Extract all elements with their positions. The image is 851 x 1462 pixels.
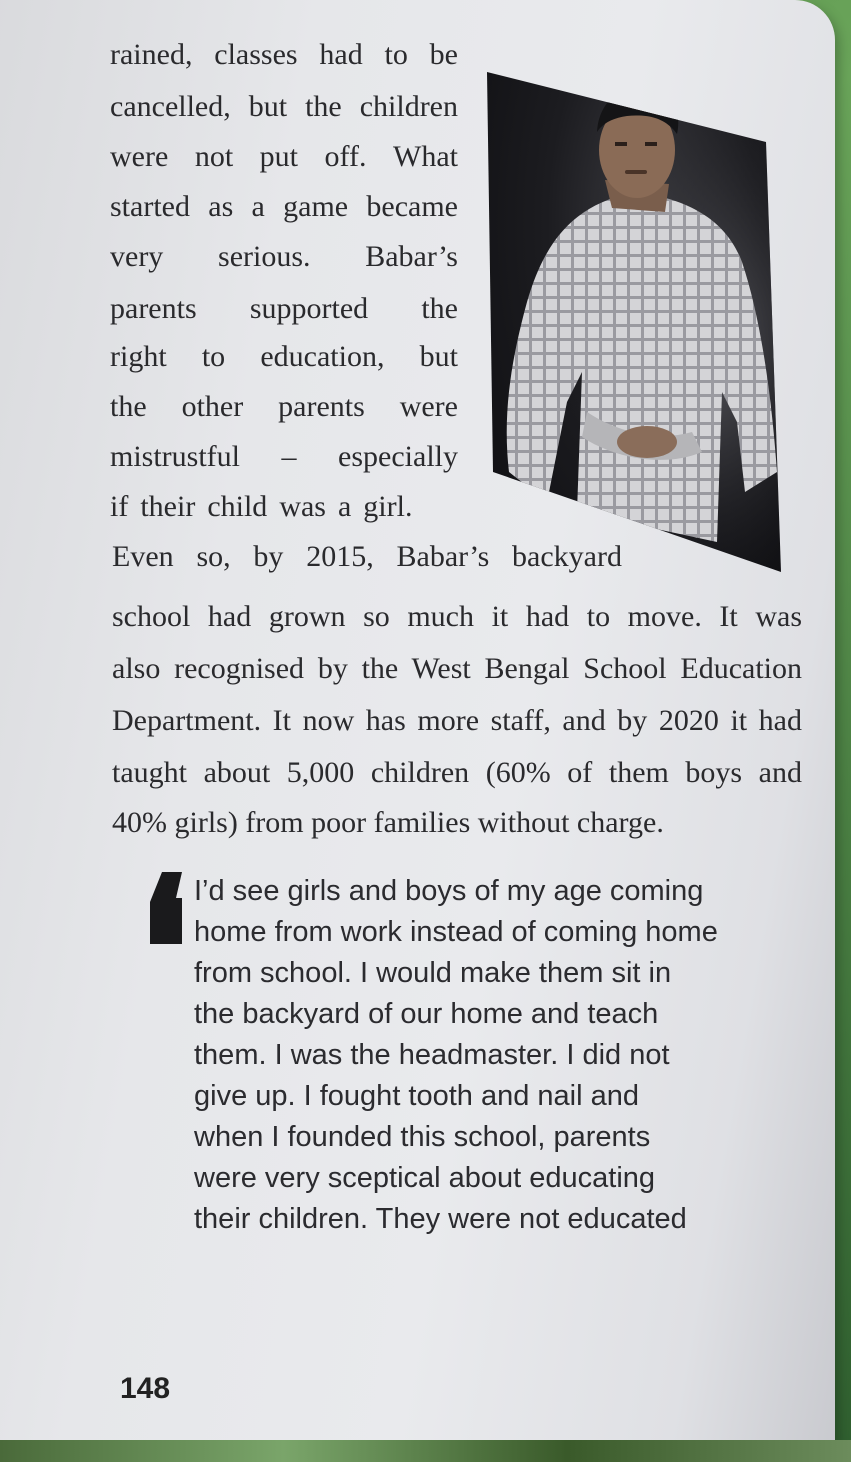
word: parents (110, 292, 197, 325)
quote-line-7: when I founded this school, parents (194, 1121, 651, 1153)
quote-line-8: were very sceptical about educating (194, 1162, 656, 1194)
word: their (140, 490, 196, 523)
word: the (305, 90, 342, 123)
quote-line-4: the backyard of our home and teach (194, 998, 659, 1030)
word: were (399, 390, 458, 423)
text-line-7 (110, 340, 458, 374)
quote-line-6: give up. I fought tooth and nail and (194, 1080, 640, 1112)
word: child (207, 490, 268, 523)
word: – (281, 440, 297, 473)
word: What (393, 140, 458, 173)
text-line-16: 40% girls) from poor families without charge. (112, 806, 664, 839)
word: but (248, 90, 288, 123)
word: rained, (110, 38, 193, 71)
text-line-14: Department. It now has more staff, and by 2020 it had (112, 704, 802, 737)
word: right (110, 340, 167, 373)
portrait-of-speaker-photo (487, 72, 787, 572)
quote-line-5: them. I was the headmaster. I did not (194, 1039, 670, 1071)
word: if (110, 490, 129, 523)
word: children (359, 90, 458, 123)
text-line-15: taught about 5,000 children (60% of them boys and (112, 756, 802, 789)
word: especially (338, 440, 458, 473)
word: put (259, 140, 299, 173)
quote-line-1: I’d see girls and boys of my age coming (194, 875, 704, 907)
portrait-of-speaker-icon (487, 72, 787, 572)
word: classes (214, 38, 298, 71)
word: off. (324, 140, 367, 173)
text-line-12: school had grown so much it had to move. It was (112, 600, 802, 633)
text-line-13: also recognised by the West Bengal School Education (112, 652, 802, 685)
word: Babar’s (365, 240, 458, 273)
opening-quote-icon (148, 868, 184, 948)
word: serious. (218, 240, 311, 273)
word: supported (249, 292, 369, 325)
word: parents (278, 390, 365, 423)
word: was (279, 490, 326, 523)
word: girl. (363, 490, 413, 523)
word: a (337, 490, 352, 523)
word: not (194, 140, 234, 173)
text-line-11: Even so, by 2015, Babar’s backyard (112, 540, 622, 573)
word: other (181, 390, 244, 423)
word: became (366, 190, 458, 223)
text-line-8 (110, 390, 458, 424)
word: the (110, 390, 147, 423)
text-line-1 (110, 38, 458, 72)
word: but (419, 340, 458, 373)
word: the (421, 292, 458, 325)
word: as (208, 190, 234, 223)
quote-line-3: from school. I would make them sit in (194, 957, 672, 989)
word: be (429, 38, 458, 71)
word: cancelled, (110, 90, 231, 123)
quote-line-2: home from work instead of coming home (194, 916, 718, 948)
word: mistrustful (110, 440, 241, 473)
word: education, (260, 340, 385, 373)
word: to (384, 38, 408, 71)
text-line-4 (110, 190, 458, 224)
word: had (319, 38, 363, 71)
background-fabric (0, 1440, 851, 1462)
page-number: 148 (120, 1372, 171, 1405)
word: a (251, 190, 265, 223)
text-line-3 (110, 140, 458, 174)
text-line-6 (110, 292, 458, 326)
text-line-5 (110, 240, 458, 274)
quote-line-9: their children. They were not educated (194, 1203, 687, 1235)
word: very (110, 240, 164, 273)
text-line-2 (110, 90, 458, 124)
word: game (283, 190, 349, 223)
text-line-10 (110, 490, 458, 524)
word: started (110, 190, 190, 223)
word: were (110, 140, 169, 173)
word: to (201, 340, 226, 373)
text-line-9 (110, 440, 458, 474)
